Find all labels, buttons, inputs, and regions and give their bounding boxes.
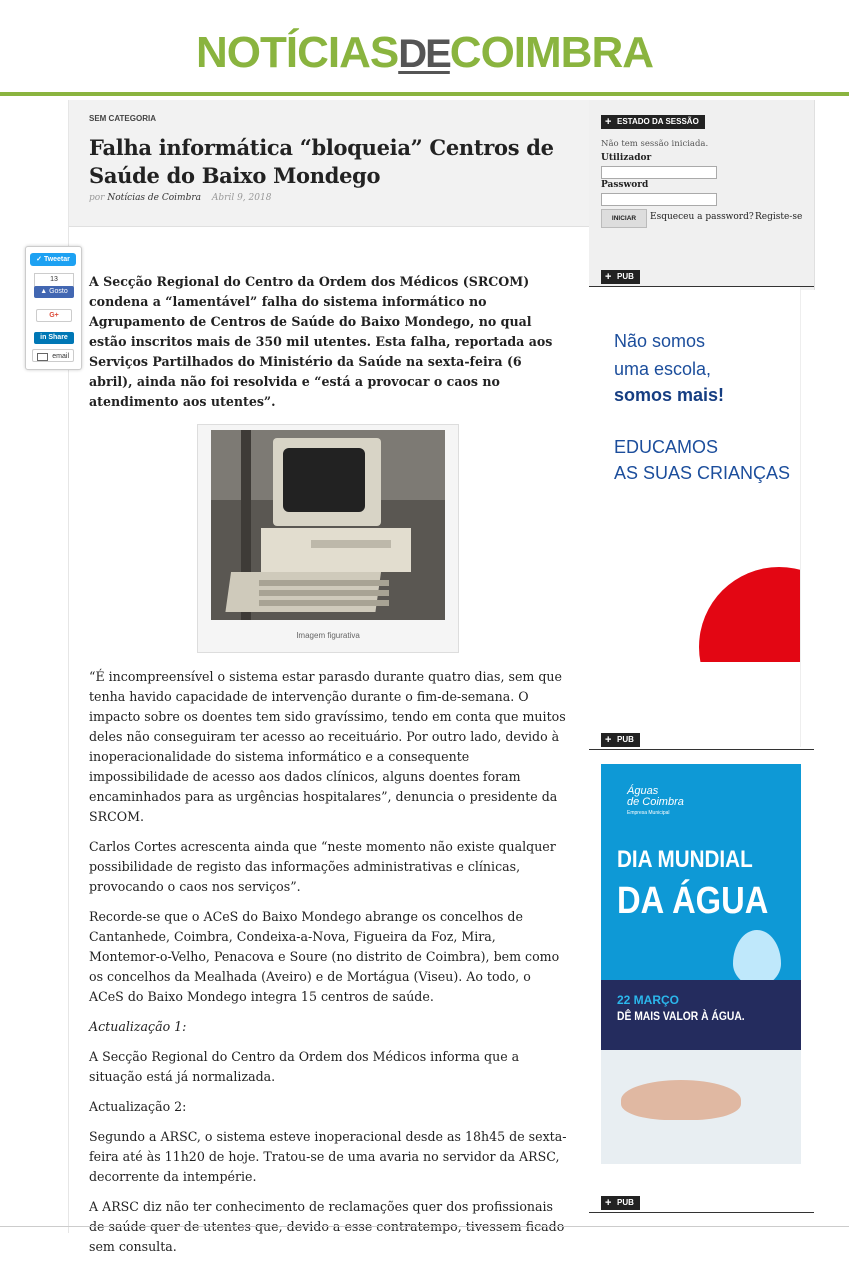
ad-text: Não somos	[614, 331, 706, 351]
divider	[589, 1212, 814, 1213]
username-label: Utilizador	[601, 153, 652, 163]
article-figure	[197, 424, 459, 653]
update2-heading: Actualização 2:	[89, 1099, 187, 1114]
article-title: Falha informática “bloqueia” Centros de Saúde do Baixo Mondego	[89, 135, 554, 188]
computer-photo	[211, 430, 445, 620]
username-input[interactable]	[601, 166, 717, 179]
site-header	[0, 0, 849, 96]
bottom-divider	[0, 1226, 849, 1227]
pub-text: PUB	[617, 735, 634, 744]
register-link[interactable]: Registe-se	[755, 212, 803, 222]
email-share-button[interactable]	[32, 349, 74, 362]
session-title-label: ESTADO DA SESSÃO	[617, 117, 699, 126]
logo-text-noticias: NOTÍCIAS	[195, 28, 399, 77]
forgot-password-link[interactable]: Esqueceu a password?	[650, 212, 754, 222]
session-widget	[589, 100, 815, 290]
twitter-icon: ✓	[36, 256, 42, 263]
article-paragraph: Recorde-se que o ACeS do Baixo Mondego abrange os concelhos de Cantanhede, Coimbra, Condeixa-a-Nova, Figueira da Foz, Mira, Montemor-o-Velho, Penacova e Soure (no distrito de Coimbra), bem como os concelhos da Mealhada (Aveiro) e de Mortágua (Viseu). Ao todo, o ACeS do Baixo Mondego integra 15 centros de saúde.	[89, 909, 560, 1004]
facebook-like-label: Gosto	[49, 288, 68, 295]
ad-heading: DA ÁGUA	[617, 880, 769, 922]
login-button[interactable]: INICIAR	[601, 209, 647, 228]
article-byline	[89, 193, 271, 203]
brand-text: Águas	[627, 785, 659, 797]
article-author[interactable]: Notícias de Coimbra	[107, 193, 202, 203]
school-ad-banner[interactable]	[589, 287, 801, 747]
brand-text: de Coimbra	[627, 796, 684, 808]
ad-heading: DIA MUNDIAL	[617, 846, 753, 873]
shape-mask	[679, 662, 801, 747]
facebook-like-button[interactable]	[34, 286, 74, 298]
pub-label-3	[601, 1196, 640, 1210]
email-label: email	[52, 353, 69, 360]
article-body	[89, 272, 567, 1267]
aguas-de-coimbra-logo	[627, 786, 684, 819]
google-plus-button[interactable]: G+	[36, 309, 72, 322]
byline-prefix: por	[89, 193, 105, 203]
ad-date: 22 MARÇO	[617, 993, 680, 1007]
logo-text-de: DE	[398, 32, 450, 76]
hand-shape	[621, 1080, 741, 1120]
tweet-label: Tweetar	[43, 256, 70, 263]
tweet-button[interactable]	[30, 253, 76, 266]
ad-text: AS SUAS CRIANÇAS	[614, 463, 791, 483]
article-lead: A Secção Regional do Centro da Ordem dos Médicos (SRCOM) condena a “lamentável” falha do sistema informático no Agrupamento de Centros de Saúde do Baixo Mondego, no qual estão inscritos mais de 350 mil utentes. Esta falha, reportada aos Serviços Partilhados do Ministério da Saúde na sexta-feira (6 abril), ainda não foi resolvida e “está a provocar o caos no atendimento aos utentes”.	[89, 274, 553, 409]
site-logo[interactable]	[0, 28, 849, 78]
article-column	[68, 100, 590, 1254]
water-drop-icon	[733, 930, 781, 986]
update2-text: Segundo a ARSC, o sistema esteve inoperacional desde as 18h45 de sexta-feira até às 11h20 de hoje. Tratou-se de uma avaria no servidor da ARSC, decorrente da intempérie.	[89, 1129, 567, 1184]
ad-slogan: DÊ MAIS VALOR À ÁGUA.	[617, 1009, 745, 1023]
pub-label-2	[601, 733, 640, 747]
session-widget-title	[601, 115, 705, 129]
plus-icon: +	[605, 1197, 612, 1209]
brand-subtext: Empresa Municipal	[627, 810, 670, 816]
sidebar	[589, 100, 814, 1233]
article-paragraph: “É incompreensível o sistema estar parasdo durante quatro dias, sem que tenha havido capacidade de intervenção durante o fim-de-semana. O impacto sobre os doentes tem sido gravíssimo, tendo em conta que muitos deles não conseguiram ter acesso ao receituário. Por outro lado, devido à inoperacionalidade do sistema informático e a consequente impossibilidade de acesso aos dados clínicos, alguns doentes foram encaminhados para as urgências hospitalares”, denuncia o presidente da SRCOM.	[89, 669, 566, 824]
facebook-like-count: 13	[34, 273, 74, 287]
divider	[589, 749, 814, 750]
password-input[interactable]	[601, 193, 717, 206]
plus-icon: +	[605, 734, 612, 746]
pub-text: PUB	[617, 272, 634, 281]
plus-icon: +	[605, 271, 612, 283]
envelope-icon	[37, 353, 48, 361]
update2-text: A ARSC diz não ter conhecimento de reclamações quer dos profissionais de saúde quer de utentes que, devido a esse contratempo, tivessem ficado sem consulta.	[89, 1199, 565, 1254]
ad-text: somos mais!	[614, 385, 725, 405]
article-header	[69, 100, 589, 227]
article-category[interactable]: SEM CATEGORIA	[89, 114, 156, 123]
thumbs-up-icon: ▲	[40, 288, 48, 295]
pub-label-1	[601, 270, 640, 284]
article-date: Abril 9, 2018	[211, 193, 272, 203]
session-status: Não tem sessão iniciada.	[601, 139, 709, 149]
ad-text: EDUCAMOS	[614, 437, 719, 457]
water-day-ad-banner[interactable]	[601, 764, 801, 1164]
linkedin-share-label: Share	[48, 334, 68, 341]
logo-text-coimbra: COIMBRA	[449, 28, 653, 77]
article-paragraph: Carlos Cortes acrescenta ainda que “neste momento não existe qualquer possibilidade de registo das informações administrativas e clínicas, provocando o caos nos serviços”.	[89, 839, 556, 894]
plus-icon: +	[605, 116, 612, 128]
update1-heading: Actualização 1:	[89, 1019, 187, 1034]
share-bar	[25, 246, 82, 370]
figure-caption: Imagem figurativa	[296, 631, 360, 640]
linkedin-share-button[interactable]	[34, 332, 74, 344]
linkedin-icon: in	[40, 334, 47, 341]
password-label: Password	[601, 180, 649, 190]
update1-text: A Secção Regional do Centro da Ordem dos Médicos informa que a situação está já normalizada.	[89, 1049, 520, 1084]
ad-text: uma escola,	[614, 359, 712, 379]
pub-text: PUB	[617, 1198, 634, 1207]
